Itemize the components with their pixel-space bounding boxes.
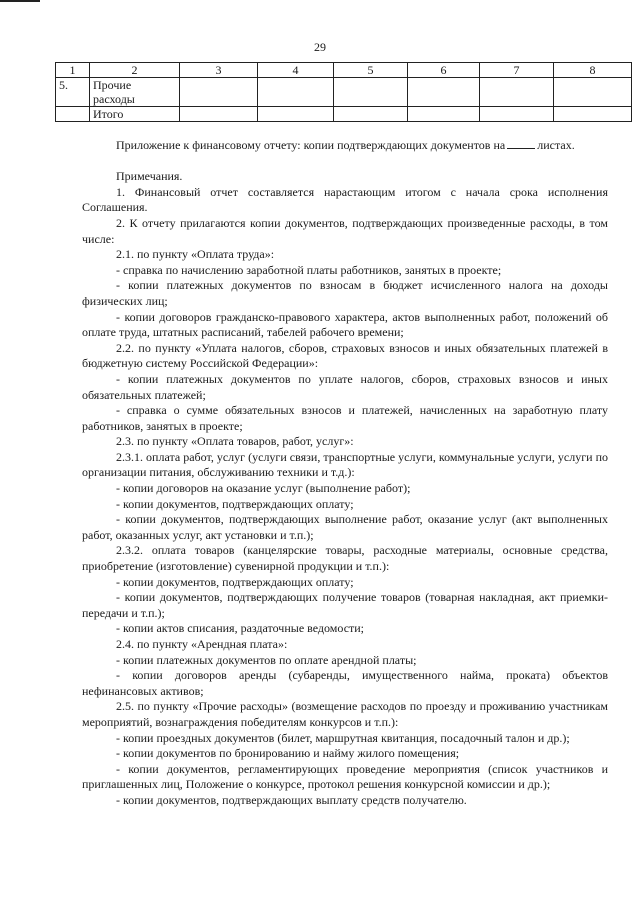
- header-cell: 7: [480, 63, 554, 78]
- paragraph: - копии документов, подтверждающих оплату;: [116, 574, 354, 589]
- paragraph: 1. Финансовый отчет составляется нарастающим итогом с начала срока исполнения Соглашения.: [82, 184, 608, 215]
- table-row: [56, 78, 632, 107]
- paragraph: - копии договоров аренды (субаренды, имущественного найма, проката) объектов нефинансовых активов;: [82, 668, 608, 698]
- row-number: 5.: [56, 78, 90, 107]
- table-cell: [334, 78, 408, 107]
- row-name: [90, 78, 180, 107]
- header-cell: 3: [180, 63, 258, 78]
- row-name: Итого: [90, 107, 180, 122]
- paragraph: - копии актов списания, раздаточные ведомости;: [116, 621, 365, 636]
- table-row: [56, 107, 632, 122]
- financial-report-table: [55, 62, 632, 122]
- table-cell: [334, 107, 408, 122]
- paragraph: 2.3.2. оплата товаров (канцелярские товары, расходные материалы, основные средства, приобретение (изготовление) сувенирной продукции и т.п.):: [82, 543, 608, 574]
- paragraph: 2.2. по пункту «Уплата налогов, сборов, страховых взносов и иных обязательных платежей в бюджетную систему Российской Федерации»:: [82, 340, 608, 371]
- header-cell: 6: [408, 63, 480, 78]
- table-cell: [258, 107, 334, 122]
- header-cell: 2: [90, 63, 180, 78]
- table-cell: [180, 78, 258, 107]
- blank-field: [507, 138, 535, 149]
- paragraph: - копии договоров на оказание услуг (выполнение работ);: [116, 481, 411, 496]
- table-cell: [258, 78, 334, 107]
- paragraph: - копии платежных документов по взносам в бюджет исчисленного налога на доходы физических лиц;: [82, 278, 608, 308]
- header-cell: 1: [56, 63, 90, 78]
- paragraph: - копии документов, подтверждающих выполнение работ, оказание услуг (акт выполненных работ, оказанных услуг, акт установки и т.п.);: [82, 512, 608, 542]
- paragraph: - копии документов, регламентирующих проведение мероприятия (список участников и приглашенных лиц, Положение о конкурсе, протокол решения конкурсной комиссии и др.);: [82, 761, 608, 792]
- page-number: 29: [314, 40, 326, 54]
- corner-mark: [0, 0, 40, 2]
- paragraph: - копии платежных документов по оплате арендной платы;: [116, 652, 417, 667]
- document-body: [82, 138, 608, 809]
- paragraph: - копии документов, подтверждающих получение товаров (товарная накладная, акт приемки-передачи и т.п.);: [82, 590, 608, 620]
- header-cell: 4: [258, 63, 334, 78]
- paragraph: 2.5. по пункту «Прочие расходы» (возмещение расходов по проезду и проживанию участникам мероприятий, вознаграждения победителям конкурсов и т.п.):: [82, 699, 608, 729]
- attachment-line: [82, 138, 608, 154]
- table-cell: [554, 78, 632, 107]
- paragraph: - копии проездных документов (билет, маршрутная квитанция, посадочный талон и др.);: [116, 730, 570, 745]
- header-cell: 8: [554, 63, 632, 78]
- row-name-line: расходы: [93, 92, 135, 106]
- paragraph: - копии договоров гражданско-правового характера, актов выполненных работ, положений об оплате труда, штатных расписаний, табелей рабочего времени;: [82, 309, 608, 340]
- paragraph: - копии документов по бронированию и найму жилого помещения;: [116, 746, 460, 761]
- paragraph: - справка по начислению заработной платы работников, занятых в проекте;: [116, 262, 502, 277]
- row-name-line: Прочие: [93, 78, 132, 92]
- paragraph: - копии документов, подтверждающих выплату средств получателю.: [116, 792, 467, 807]
- paragraph: 2.1. по пункту «Оплата труда»:: [116, 247, 275, 262]
- paragraph: 2.4. по пункту «Арендная плата»:: [116, 637, 288, 651]
- table-cell: [554, 107, 632, 122]
- attachment-text: Приложение к финансовому отчету: копии подтверждающих документов на: [116, 138, 506, 152]
- table-cell: [408, 107, 480, 122]
- paragraph: - копии платежных документов по уплате налогов, сборов, страховых взносов и иных обязательных платежей;: [82, 371, 608, 402]
- paragraph: 2. К отчету прилагаются копии документов, подтверждающих произведенные расходы, в том числе:: [82, 215, 608, 246]
- paragraph: 2.3.1. оплата работ, услуг (услуги связи, транспортные услуги, коммунальные услуги, услуги по организации питания, обслуживанию техники и т.д.):: [82, 449, 608, 480]
- table-cell: [408, 78, 480, 107]
- table-cell: [480, 107, 554, 122]
- paragraph: - справка о сумме обязательных взносов и платежей, начисленных на заработную плату работников, занятых в проекте;: [82, 403, 608, 433]
- notes-title: Примечания.: [116, 169, 183, 184]
- table-header-row: [56, 63, 632, 78]
- paragraph: 2.3. по пункту «Оплата товаров, работ, услуг»:: [116, 434, 354, 449]
- attachment-suffix: листах.: [537, 138, 575, 152]
- header-cell: 5: [334, 63, 408, 78]
- row-number: [56, 107, 90, 122]
- paragraph: - копии документов, подтверждающих оплату;: [116, 496, 354, 511]
- table-cell: [480, 78, 554, 107]
- table-cell: [180, 107, 258, 122]
